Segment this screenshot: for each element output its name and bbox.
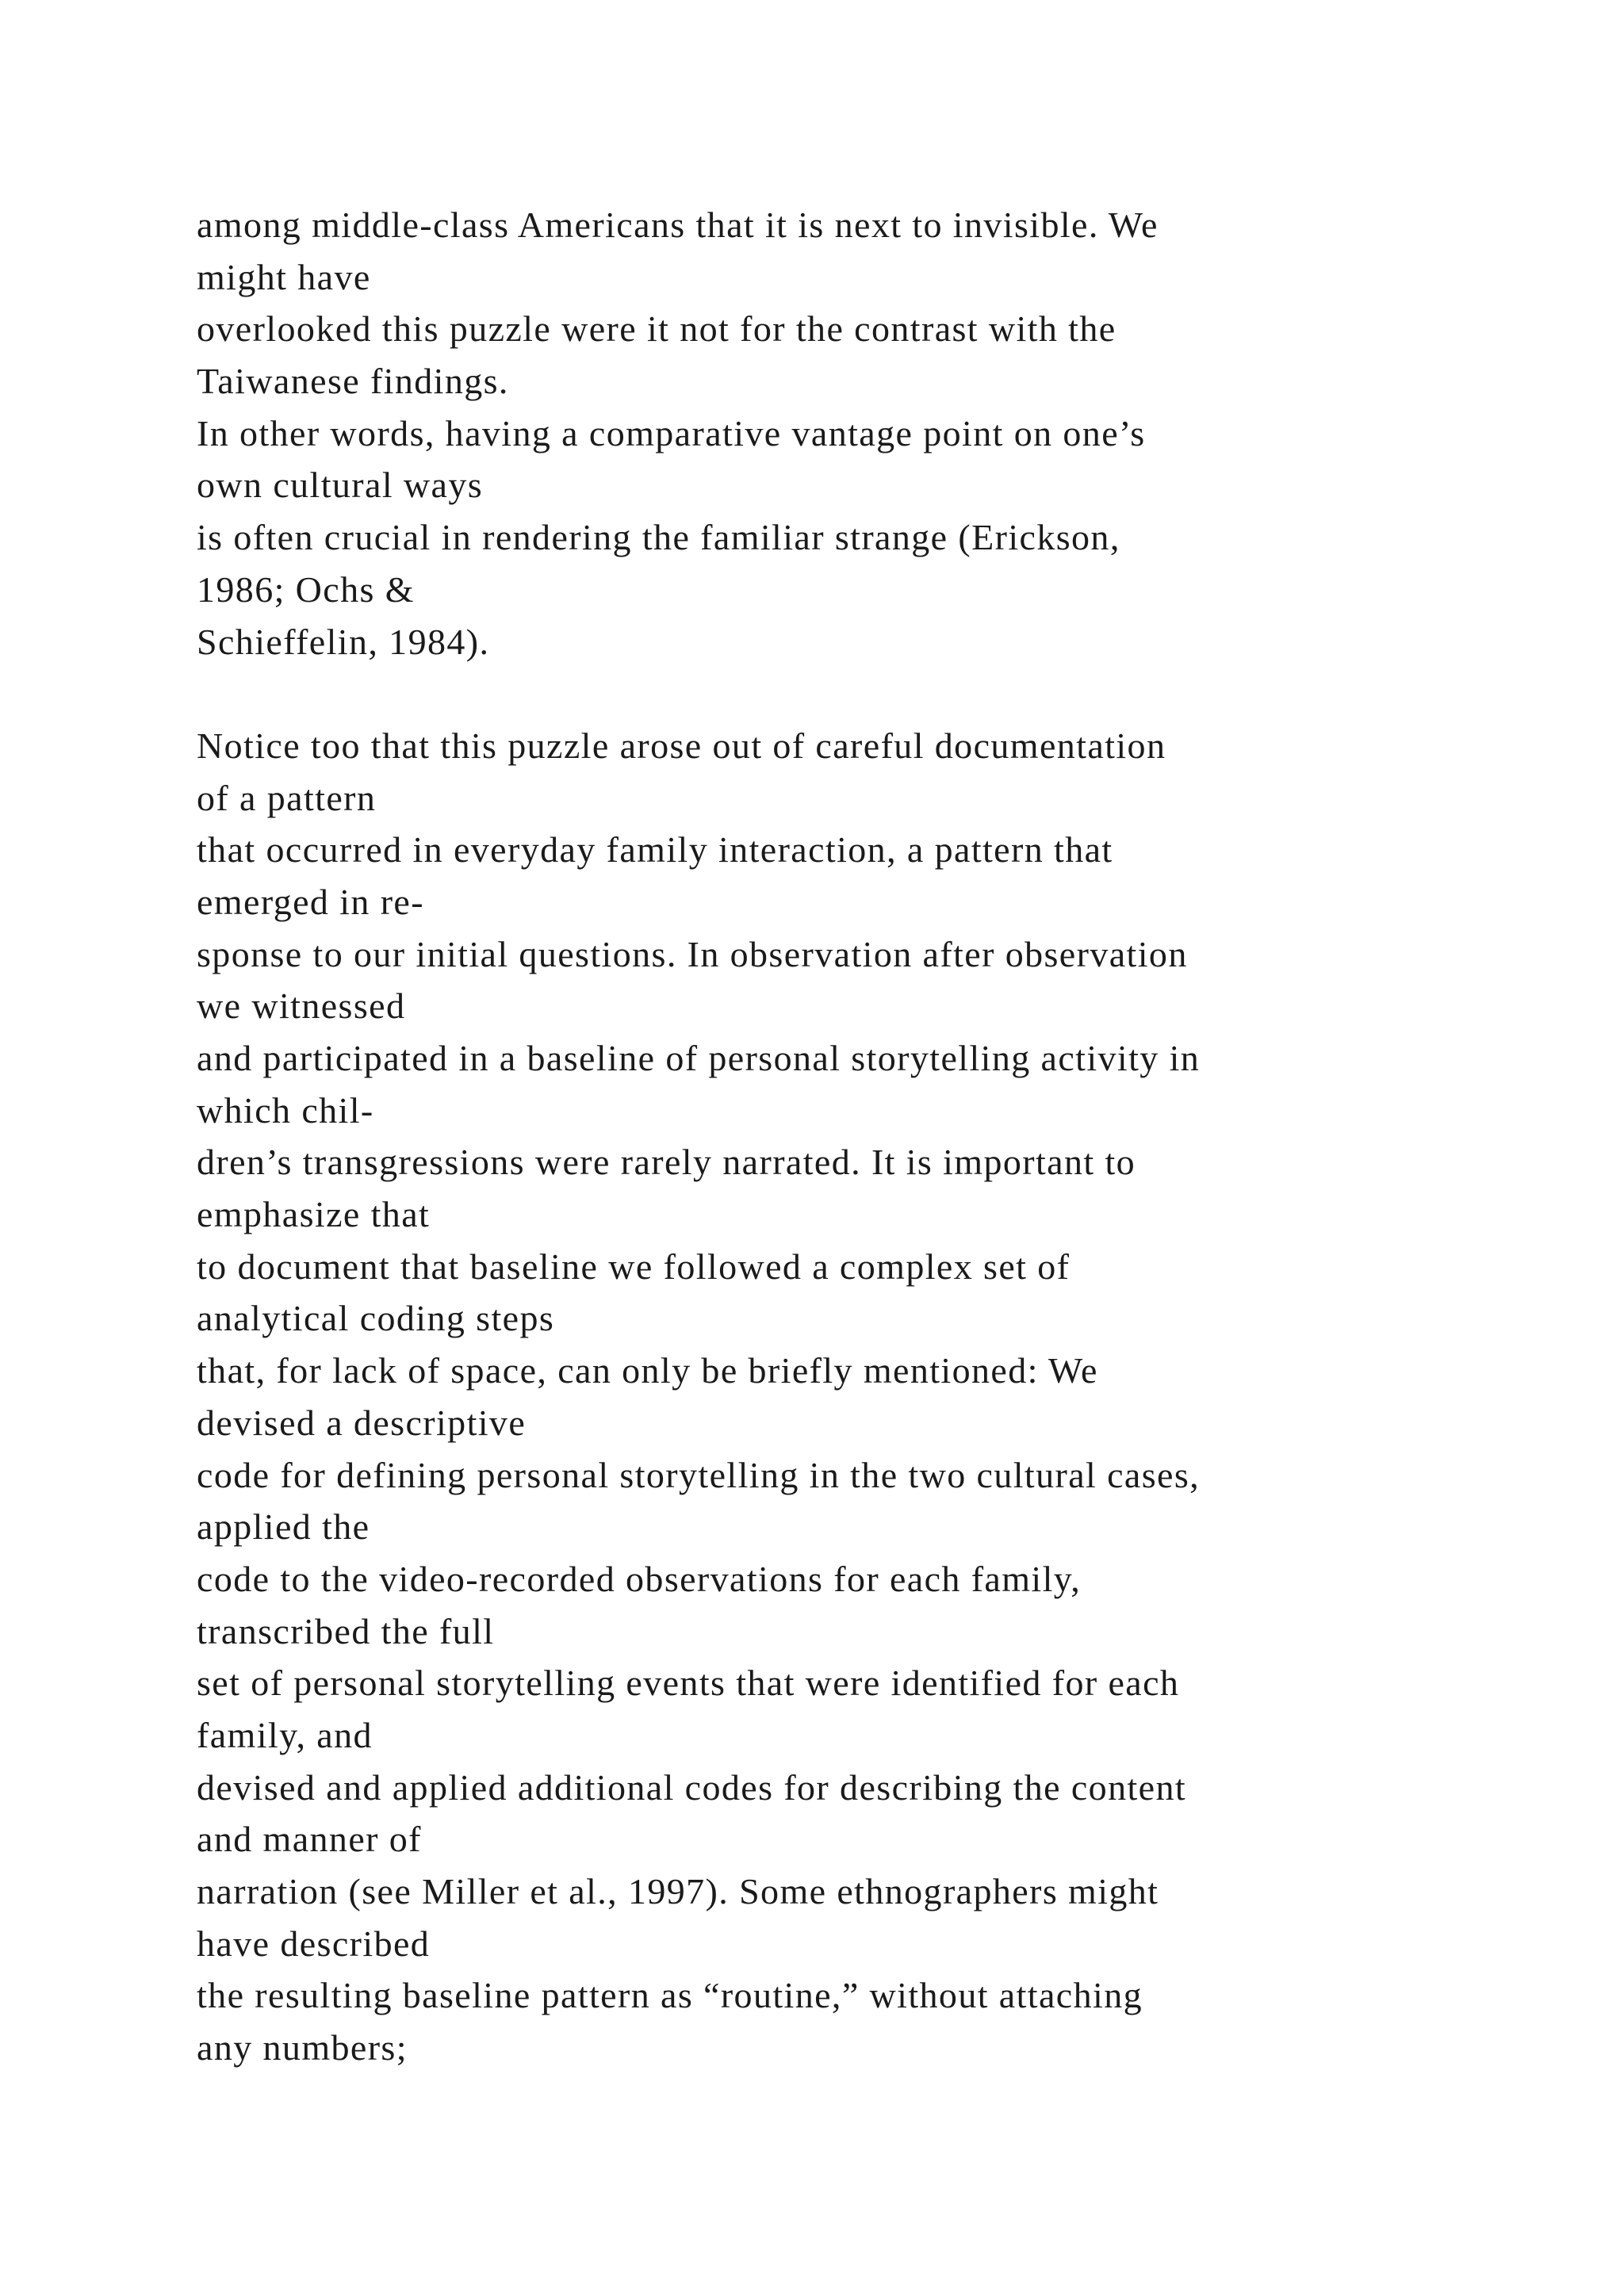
text-line: own cultural ways — [197, 465, 484, 506]
text-line: sponse to our initial questions. In observation after observation — [197, 933, 1188, 974]
text-line: devised a descriptive — [197, 1402, 527, 1443]
text-line: In other words, having a comparative vantage point on one’s — [197, 412, 1146, 453]
text-line: code for defining personal storytelling in the two cultural cases, — [197, 1454, 1201, 1495]
text-line: transcribed the full — [197, 1610, 495, 1651]
text-line: Taiwanese findings. — [197, 361, 509, 402]
text-line: any numbers; — [197, 2027, 408, 2068]
text-line: analytical coding steps — [197, 1298, 555, 1339]
text-line: code to the video-recorded observations for each family, — [197, 1558, 1082, 1599]
text-line: and manner of — [197, 1819, 422, 1860]
text-line: emphasize that — [197, 1194, 431, 1235]
text-line: among middle-class Americans that it is next to invisible. We — [197, 205, 1159, 245]
text-line: the resulting baseline pattern as “routine,” without attaching — [197, 1975, 1143, 2016]
text-line: we witnessed — [197, 985, 406, 1027]
text-line: Schieffelin, 1984). — [197, 621, 490, 662]
text-line: Notice too that this puzzle arose out of careful documentation — [197, 725, 1166, 766]
text-line: devised and applied additional codes for describing the content — [197, 1766, 1187, 1808]
text-line: overlooked this puzzle were it not for the contrast with the — [197, 308, 1116, 350]
body-text — [197, 199, 1561, 2074]
text-line: 1986; Ochs & — [197, 568, 415, 610]
paragraph-break — [197, 668, 1561, 720]
text-line: that, for lack of space, can only be briefly mentioned: We — [197, 1350, 1098, 1391]
text-line: and participated in a baseline of personal storytelling activity in — [197, 1038, 1201, 1078]
text-line: of a pattern — [197, 777, 377, 818]
text-line: dren’s transgressions were rarely narrated. It is important to — [197, 1142, 1136, 1183]
text-line: to document that baseline we followed a complex set of — [197, 1246, 1071, 1287]
text-line: emerged in re- — [197, 881, 424, 922]
text-line: that occurred in everyday family interaction, a pattern that — [197, 829, 1113, 871]
text-line: family, and — [197, 1714, 373, 1755]
text-line: narration (see Miller et al., 1997). Some ethnographers might — [197, 1871, 1159, 1911]
text-line: which chil- — [197, 1089, 374, 1131]
text-line: have described — [197, 1923, 431, 1964]
text-line: is often crucial in rendering the familiar strange (Erickson, — [197, 517, 1120, 558]
text-line: set of personal storytelling events that were identified for each — [197, 1663, 1180, 1704]
text-line: might have — [197, 256, 371, 297]
text-line: applied the — [197, 1506, 370, 1548]
